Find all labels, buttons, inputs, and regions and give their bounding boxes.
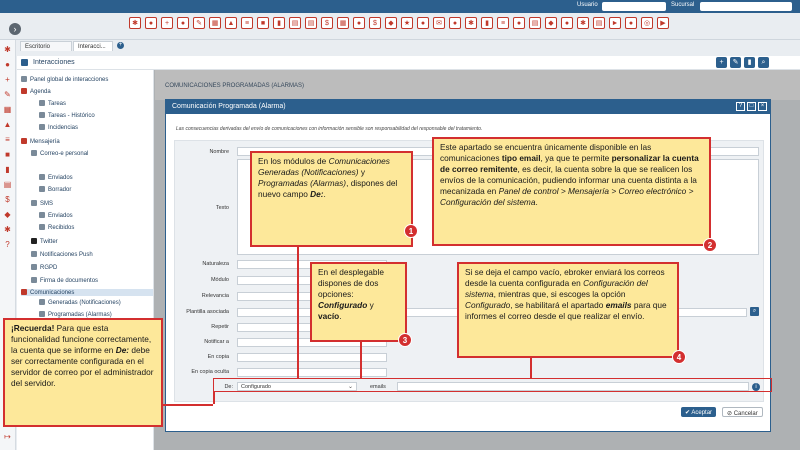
dialog-title: Comunicación Programada (Alarma)	[172, 103, 286, 110]
phone-icon[interactable]: ●	[625, 17, 637, 29]
de-select-value: Configurado	[241, 384, 271, 390]
sidebar-item-label: Programadas (Alarmas)	[48, 312, 112, 318]
panel-header	[17, 56, 800, 70]
sms-icon	[31, 200, 37, 206]
sidebar-item-enviados[interactable]	[39, 174, 73, 181]
de-label: De:	[224, 384, 233, 390]
user-add-icon[interactable]: +	[161, 17, 173, 29]
dialog-note: Las consecuencias derivadas del envío de comunicaciones con información sensible son responsabilidad del responsable del tratamiento.	[176, 126, 483, 132]
callout-text: y	[358, 166, 365, 177]
twitter-icon	[31, 238, 37, 244]
edit-icon[interactable]: ✎	[730, 57, 741, 68]
calculator-icon[interactable]: ▦	[209, 17, 221, 29]
usuario-label: Usuario	[577, 2, 598, 8]
sidebar-item-label: Tareas	[48, 101, 67, 107]
delete-icon[interactable]: ▮	[744, 57, 755, 68]
sidebar-item-label: Enviados	[48, 175, 73, 181]
user-icon[interactable]: ●	[145, 17, 157, 29]
callout-text: En los módulos de	[258, 156, 329, 166]
gear-icon[interactable]: ✱	[4, 45, 11, 54]
sidebar-item-label: Correo-e personal	[40, 151, 89, 157]
exit-icon[interactable]: ▶	[657, 17, 669, 29]
callout-text: , se habilitará el apartado	[510, 299, 606, 310]
sidebar-item-label: Generadas (Notificaciones)	[48, 300, 121, 306]
edit-icon[interactable]: ✎	[193, 17, 205, 29]
callout-text: , dispones del nuevo campo	[258, 177, 398, 199]
accept-button[interactable]: ✔ Aceptar	[681, 407, 716, 417]
module-icon[interactable]: ✱	[129, 17, 141, 29]
repetir-label: Repetir	[211, 324, 229, 330]
document-icon[interactable]: ▤	[529, 17, 541, 29]
panel-title: Interacciones	[33, 59, 75, 66]
print-icon[interactable]: ▤	[593, 17, 605, 29]
list-icon[interactable]: ≡	[241, 17, 253, 29]
sidebar-item-borrador[interactable]	[39, 186, 71, 193]
user-add-icon[interactable]: +	[5, 75, 10, 84]
cancel-button[interactable]: ⊘ Cancelar	[722, 407, 763, 417]
sidebar-item-agenda[interactable]	[21, 88, 51, 95]
bell-icon[interactable]: ●	[449, 17, 461, 29]
notificar-label: Notificar a	[204, 339, 229, 345]
connector-line	[530, 358, 532, 378]
chevron-down-icon: ⌄	[347, 384, 353, 390]
en-copia-label: En copia	[207, 354, 229, 360]
help-icon[interactable]: ?	[736, 102, 745, 111]
briefcase-icon[interactable]: ■	[257, 17, 269, 29]
shield-icon[interactable]: ◆	[4, 210, 11, 219]
callout-text: Configurado	[318, 299, 368, 310]
sidebar-item-label: Comunicaciones	[30, 290, 75, 296]
sidebar-item-label: Notificaciones Push	[40, 252, 93, 258]
naturaleza-label: Naturaleza	[202, 261, 229, 267]
incident-icon	[39, 124, 45, 130]
callout-text: En el desplegable dispones de dos opciones:	[318, 267, 384, 299]
dialog-title-bar	[166, 100, 770, 114]
callout-1	[250, 151, 413, 247]
sidebar-item-tareas-historico[interactable]	[39, 112, 95, 119]
sidebar-item-sms-enviados[interactable]	[39, 212, 73, 219]
modulo-label: Módulo	[210, 277, 229, 283]
callout-text: De:	[115, 344, 130, 355]
callout-text: personalizar la cuenta de correo remitente	[440, 152, 699, 174]
team-icon[interactable]: ●	[353, 17, 365, 29]
chevron-right-icon[interactable]: ›	[9, 23, 21, 35]
sidebar-item-label: Firma de documentos	[40, 278, 99, 284]
callout-text: Programadas (Alarmas)	[258, 177, 347, 188]
callout-number: 2	[703, 238, 717, 252]
tab-escritorio[interactable]: Escritorio	[20, 41, 72, 51]
maximize-icon[interactable]: □	[747, 102, 756, 111]
callout-4	[457, 262, 679, 358]
tag-icon[interactable]: ◆	[385, 17, 397, 29]
nombre-label: Nombre	[209, 149, 229, 155]
callout-text: Para que esta funcionalidad funcione correctamente, la cuenta que se informe en	[11, 323, 152, 355]
breadcrumb: COMUNICACIONES PROGRAMADAS (ALARMAS)	[165, 83, 305, 89]
list-icon[interactable]: ≡	[497, 17, 509, 29]
sidebar-item-label: Agenda	[30, 89, 51, 95]
sidebar-item-label: SMS	[40, 201, 54, 207]
mail-icon	[31, 150, 37, 156]
chart-icon[interactable]: ▮	[481, 17, 493, 29]
callout-text: emails	[605, 299, 632, 310]
callout-text: ¡Recuerda!	[11, 323, 55, 333]
user-icon[interactable]: ●	[177, 17, 189, 29]
callout-text: vacío	[318, 310, 340, 321]
connector-line	[213, 392, 215, 404]
document-icon[interactable]: ▤	[305, 17, 317, 29]
callout-text: y	[367, 299, 374, 310]
gear-icon[interactable]: ✱	[465, 17, 477, 29]
user-icon[interactable]: ●	[561, 17, 573, 29]
tab-interacciones[interactable]: Interacci...	[73, 41, 113, 51]
grid-icon[interactable]: ▦	[337, 17, 349, 29]
callout-text: , ya que te permite	[540, 152, 612, 163]
sidebar-item-label: Recibidos	[48, 225, 75, 231]
sidebar-item-mensajeria[interactable]	[21, 138, 60, 145]
money-icon[interactable]: $	[5, 195, 10, 204]
sidebar-item-label: Borrador	[48, 187, 72, 193]
sidebar-item-programadas[interactable]	[39, 311, 112, 318]
callout-text: debe ser correctamente configurada en el servidor de correo por el administrador del servidor.	[11, 344, 154, 388]
sidebar-item-rgpd[interactable]	[31, 264, 57, 271]
arrow-icon[interactable]: ►	[609, 17, 621, 29]
callout-text: tipo email	[501, 152, 541, 163]
recuerda-callout	[3, 318, 163, 427]
sidebar-item-label: Panel global de interacciones	[30, 77, 109, 83]
sidebar-item-label: Tareas - Histórico	[48, 113, 95, 119]
inbox-icon	[39, 224, 45, 230]
sent-icon	[39, 174, 45, 180]
en-copia-input[interactable]	[237, 353, 387, 362]
callout-text: Configurado	[465, 299, 511, 310]
calendar-icon	[21, 88, 27, 94]
relevancia-label: Relevancia	[201, 293, 229, 299]
callout-text: , mientras que, si escoges la opción	[493, 288, 626, 299]
sidebar-item-incidencias[interactable]	[39, 124, 78, 131]
search-icon[interactable]: ⌕	[750, 307, 759, 316]
user-icon[interactable]: ●	[5, 60, 10, 69]
plantilla-label: Plantilla asociada	[186, 309, 229, 315]
calculator-icon[interactable]: ▦	[3, 105, 12, 114]
panel-icon	[21, 76, 27, 82]
edit-icon[interactable]: ✎	[4, 90, 11, 99]
interactions-icon	[21, 59, 28, 66]
en-copia-oculta-label: En copia oculta	[191, 369, 229, 375]
usuario-input[interactable]	[602, 2, 666, 11]
logout-icon[interactable]: ↦	[4, 432, 11, 441]
highlight-de-row	[213, 378, 772, 392]
accept-label: Aceptar	[691, 410, 713, 416]
module-toolbar	[0, 13, 800, 40]
callout-3	[310, 262, 407, 342]
top-bar	[0, 0, 800, 13]
chart-icon[interactable]: ▮	[273, 17, 285, 29]
link-icon[interactable]: ◎	[641, 17, 653, 29]
chart-icon[interactable]: ▮	[5, 165, 10, 174]
sidebar-item-firma-documentos[interactable]	[31, 277, 98, 284]
callout-text: .	[535, 196, 538, 207]
sidebar-item-label: Incidencias	[48, 125, 79, 131]
shield-icon[interactable]: ◆	[545, 17, 557, 29]
sent-icon	[39, 212, 45, 218]
sidebar-item-panel-global[interactable]	[21, 76, 108, 83]
sidebar-item-label: RGPD	[40, 265, 58, 271]
sidebar-item-notificaciones-push[interactable]	[31, 251, 93, 258]
messaging-icon	[21, 138, 27, 144]
history-icon	[39, 112, 45, 118]
callout-text: De:	[310, 188, 324, 199]
callout-text: Configuración del sistema	[465, 277, 648, 299]
settings-icon[interactable]: ✱	[4, 225, 11, 234]
callout-number: 3	[398, 333, 412, 347]
info-icon[interactable]: i	[752, 383, 760, 391]
draft-icon	[39, 186, 45, 192]
sidebar-item-label: Mensajería	[30, 139, 60, 145]
texto-label: Texto	[215, 205, 229, 211]
sidebar-item-tareas[interactable]	[39, 100, 66, 107]
connector-line	[297, 246, 299, 378]
callout-text: Comunicaciones Generadas (Notificaciones)	[258, 156, 390, 177]
callout-text: Si se deja el campo vacío, ebroker enviará los correos desde la cuenta configurada en	[465, 267, 665, 288]
user-icon[interactable]: ●	[417, 17, 429, 29]
cancel-label: Cancelar	[733, 411, 758, 417]
sidebar-item-comunicaciones[interactable]	[21, 289, 153, 296]
sucursal-label: Sucursal	[671, 2, 695, 8]
callout-2	[432, 137, 711, 246]
generated-icon	[39, 299, 45, 305]
signature-icon	[31, 277, 37, 283]
people-icon[interactable]: ●	[513, 17, 525, 29]
scheduled-icon	[39, 311, 45, 317]
callout-text: , es decir, la cuenta sobre la que se realicen los envíos de la comunicación, pudiendo informar una cuenta distinta a la mecanizada en	[440, 163, 697, 196]
callout-text: para que informes el correo desde el que realizar el envío.	[465, 299, 667, 321]
sidebar-item-correo-personal[interactable]	[31, 150, 88, 157]
callout-text: .	[339, 310, 342, 321]
close-icon[interactable]: ×	[758, 102, 767, 111]
document-icon[interactable]: ▤	[3, 180, 12, 189]
callout-number: 4	[672, 350, 686, 364]
emails-label: emails	[370, 384, 386, 390]
help-icon[interactable]: ?	[5, 240, 10, 249]
star-icon[interactable]: ★	[401, 17, 413, 29]
settings-icon[interactable]: ✱	[577, 17, 589, 29]
briefcase-icon[interactable]: ■	[5, 150, 10, 159]
communications-icon	[21, 289, 27, 295]
callout-text: Panel de control > Mensajería > Correo electrónico > Configuración del sistema	[440, 185, 694, 207]
sidebar-item-label: Twitter	[40, 239, 58, 245]
sidebar-item-generadas[interactable]	[39, 299, 121, 306]
add-tab-icon[interactable]: +	[118, 42, 123, 48]
add-icon[interactable]: +	[716, 57, 727, 68]
push-icon	[31, 251, 37, 257]
rgpd-icon	[31, 264, 37, 270]
sidebar-item-label: Enviados	[48, 213, 73, 219]
fire-icon[interactable]: ▲	[3, 120, 12, 129]
en-copia-oculta-input[interactable]	[237, 368, 387, 377]
sucursal-input[interactable]	[700, 2, 792, 11]
task-icon	[39, 100, 45, 106]
sidebar-item-sms-recibidos[interactable]	[39, 224, 74, 231]
document-icon[interactable]: ▤	[289, 17, 301, 29]
sidebar-item-sms[interactable]	[31, 200, 53, 207]
callout-text: .	[323, 188, 326, 199]
sidebar-item-twitter[interactable]	[31, 238, 58, 245]
callout-text: Este apartado se encuentra únicamente disponible en las comunicaciones	[440, 142, 652, 163]
mail-icon[interactable]: ✉	[433, 17, 445, 29]
list-icon[interactable]: ≡	[5, 135, 10, 144]
money-icon[interactable]: $	[369, 17, 381, 29]
callout-number: 1	[404, 224, 418, 238]
money-icon[interactable]: $	[321, 17, 333, 29]
fire-icon[interactable]: ▲	[225, 17, 237, 29]
search-icon[interactable]: ⌕	[758, 57, 769, 68]
